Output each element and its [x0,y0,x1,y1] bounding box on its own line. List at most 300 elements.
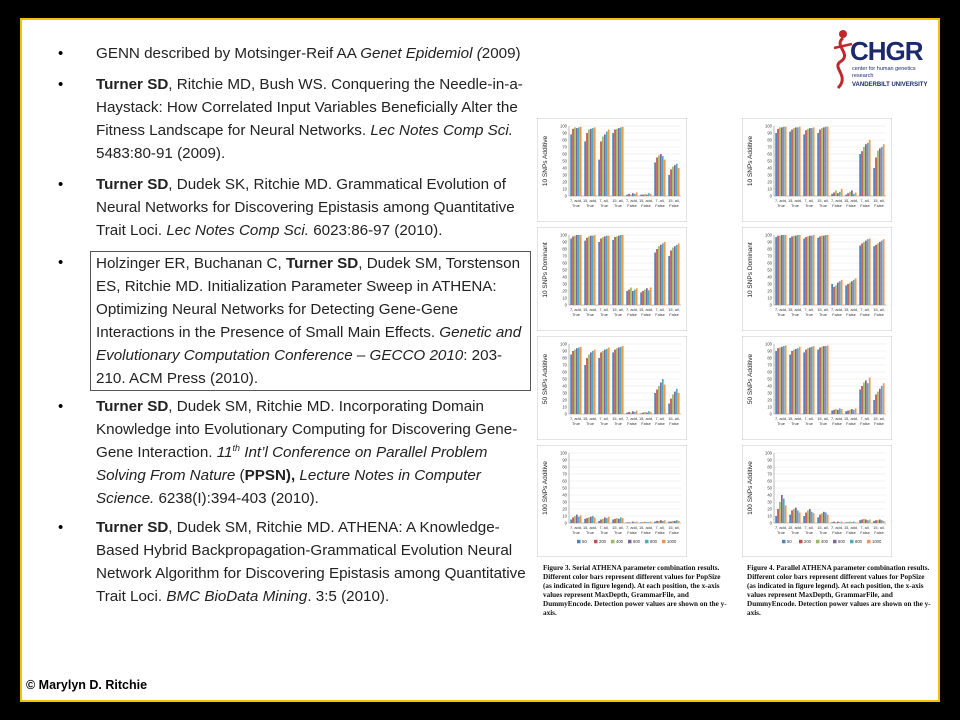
x-tick-label: True [777,312,785,317]
bar [795,508,797,523]
bar [618,236,620,305]
figure-3 [537,118,687,557]
y-tick-label: 40 [767,165,772,171]
bar [807,236,809,305]
y-tick-label: 20 [562,288,567,294]
y-tick-label: 60 [562,151,567,157]
bar [855,278,857,305]
bar [861,243,863,305]
bar [664,385,666,414]
reference-item [58,251,538,391]
x-tick-label: 7, add, [775,525,787,530]
bar [598,358,600,414]
y-tick-label: 50 [562,158,567,164]
reference-part: , Ritchie MD, Bush WS. Conquering the Needle-in-a-Haystack: How Correlated Input Variables Beneficially Alter the Fitness Landscape for Neural Networks. [96,76,523,139]
y-tick-label: 70 [767,362,772,368]
bar [823,236,825,305]
x-tick-label: True [777,421,785,426]
y-tick-label: 0 [769,302,772,308]
bar [644,290,646,305]
legend-label: 1000 [667,539,677,544]
reference-part: th [232,442,241,453]
y-tick-label: 50 [767,485,772,491]
bar [598,242,600,305]
reference-part: GENN described by Motsinger-Reif AA [96,45,361,62]
y-tick-label: 100 [560,341,567,347]
bar [580,127,582,196]
y-tick-label: 70 [562,144,567,150]
y-tick-label: 10 [562,404,567,410]
legend-swatch [611,540,615,544]
bar [865,144,867,196]
reference-part: Turner SD [96,176,169,193]
x-tick-label: 15, all, [668,198,680,203]
chart-svg [537,118,687,222]
bar [869,140,871,196]
legend-label: 50 [787,539,792,544]
bar [614,350,616,414]
bar [654,253,656,306]
bar [789,355,791,415]
bar [592,128,594,196]
x-tick-label: 15, all, [612,198,624,203]
bar [811,236,813,305]
chart-fig3-10snp-additive [537,118,687,222]
bar [863,242,865,305]
bar [799,235,801,305]
bar [881,520,883,523]
bar [841,280,843,305]
bar [809,348,811,415]
x-tick-label: False [846,530,856,535]
slide [20,18,940,702]
bullet-icon: • [58,398,64,415]
y-tick-label: 90 [562,130,567,136]
bar [791,510,793,523]
logo-university: VANDERBILT UNIVERSITY [852,82,928,88]
y-tick-label: 40 [562,383,567,389]
bar [797,235,799,305]
bar [819,130,821,197]
x-tick-label: 7, add, [570,198,582,203]
bar [616,129,618,196]
bar [580,347,582,414]
x-tick-label: 15, add, [638,416,654,421]
reference-list [58,42,538,608]
y-tick-label: 70 [767,471,772,477]
bar [674,246,676,305]
bar [576,128,578,196]
bar [823,346,825,414]
y-tick-label: 50 [562,485,567,491]
reference-part: Genetic and Evolutionary Computation Conference – GECCO 2010 [96,324,522,364]
bar [594,350,596,414]
y-tick-label: 30 [767,281,772,287]
y-axis-label: 10 SNPs Additive [747,135,754,187]
bar [879,148,881,196]
x-tick-label: 15, add, [638,307,654,312]
bar [805,130,807,196]
bar [849,522,851,523]
bar [825,346,827,414]
x-tick-label: 15, add, [843,525,859,530]
x-tick-label: 7, add, [775,307,787,312]
bar [592,516,594,523]
bar [626,291,628,305]
bar [620,235,622,305]
bar [646,288,648,305]
x-tick-label: 15, all, [817,198,829,203]
legend-label: 1000 [872,539,882,544]
chart-fig4-50snp-additive [742,336,892,440]
x-tick-label: False [655,203,665,208]
bar [853,522,855,523]
bar [630,522,632,523]
bar [578,235,580,305]
bar [805,237,807,305]
x-tick-label: True [586,203,594,208]
bar [791,236,793,305]
x-tick-label: False [860,421,870,426]
x-tick-label: False [860,203,870,208]
bar [859,520,861,523]
bar [823,127,825,196]
bar [574,236,576,305]
chart-svg [537,445,687,557]
bar [805,513,807,524]
bar [656,390,658,415]
x-tick-label: 7, add, [570,525,582,530]
bar [670,169,672,196]
bar [604,350,606,414]
chart-fig4-10snp-dominant [742,227,892,331]
legend-swatch [867,540,871,544]
bar [881,241,883,305]
x-tick-label: 7, add, [775,416,787,421]
bar [793,350,795,414]
bar [628,412,630,414]
bar [861,151,863,196]
bar [602,351,604,414]
bar [574,350,576,414]
legend-swatch [594,540,598,544]
bar [817,238,819,305]
x-tick-label: 7, all, [804,307,814,312]
legend-label: 800 [855,539,862,544]
bar [881,147,883,196]
bar [616,348,618,414]
x-tick-label: 15, all, [873,525,885,530]
y-tick-label: 80 [562,464,567,470]
y-tick-label: 60 [767,369,772,375]
bar [783,499,785,524]
x-tick-label: True [805,421,813,426]
reference-part: ), [285,467,296,484]
bar [819,515,821,523]
x-tick-label: 7, all, [655,307,665,312]
bar [833,193,835,197]
bar [821,513,823,523]
reference-part: , Dudek SK, Ritchie MD. Grammatical Evolution of Neural Networks for Discovering Epistasis among Quantitative Trait Loci. [96,176,515,239]
x-tick-label: 7, all, [860,198,870,203]
bar [793,509,795,523]
y-tick-label: 80 [562,355,567,361]
reference-part: 2009) [481,45,521,62]
bar [779,127,781,196]
x-tick-label: 15, add, [582,416,598,421]
bar [785,235,787,305]
bar [811,347,813,414]
x-tick-label: 7, add, [626,307,638,312]
bar [817,133,819,196]
chart-svg [537,227,687,331]
bar [668,522,670,523]
reference-part: Lec Notes Comp Sci. [166,222,309,239]
x-tick-label: False [669,312,679,317]
x-tick-label: True [791,312,799,317]
bar [875,520,877,523]
x-tick-label: True [614,203,622,208]
bar [867,143,869,196]
bar [630,288,632,306]
y-tick-label: 30 [562,390,567,396]
y-axis-label: 10 SNPs Dominant [542,242,549,298]
bar [598,521,600,523]
x-tick-label: True [614,421,622,426]
y-tick-label: 100 [560,232,567,238]
bar [604,236,606,305]
reference-item [58,173,538,242]
bar [831,194,833,196]
x-tick-label: 7, all, [599,307,609,312]
bar [879,242,881,305]
x-tick-label: 15, add, [787,416,803,421]
bar [799,513,801,524]
bar [867,239,869,305]
bar [879,389,881,414]
x-tick-label: False [832,421,842,426]
y-tick-label: 40 [562,165,567,171]
bar [662,156,664,196]
y-tick-label: 30 [767,499,772,505]
bar [775,351,777,414]
bar [642,413,644,414]
bar [819,236,821,305]
bar [644,194,646,196]
bar [835,190,837,196]
y-axis-label: 100 SNPs Additive [542,461,549,515]
bar [821,236,823,305]
bar [877,151,879,197]
bar [813,235,815,305]
reference-part: 6023:86-97 (2010). [309,222,443,239]
reference-part: , Dudek SM, Ritchie MD. ATHENA: A Knowledge-Based Hybrid Backpropagation-Grammatical Evolution Neural Network Algorithm for Discovering Epistasis among Quantitative Trait Loci. [96,519,526,605]
x-tick-label: 7, all, [860,416,870,421]
bar [851,409,853,414]
figure-4 [742,118,892,557]
bar [839,408,841,414]
y-tick-label: 70 [562,471,567,477]
bar [588,517,590,523]
bar [883,383,885,414]
reference-item [58,516,538,608]
y-tick-label: 20 [562,506,567,512]
x-tick-label: 7, all, [599,525,609,530]
bar [813,127,815,196]
figure-4-caption: Figure 4. Parallel ATHENA parameter combination results. Different color bars represent different values for PopSize (as indicated in figure legend). At each position, the x-axis values represent MaxDepth, GrammarFile, and DummyEncode. Detection power values are shown on the y-axis. [747,564,931,617]
bar [662,521,664,523]
bar [877,243,879,305]
reference-item [58,395,538,510]
reference-part: 5483:80-91 (2009). [96,145,226,162]
x-tick-label: True [805,203,813,208]
bar [799,127,801,196]
bar [863,383,865,415]
bar [817,350,819,414]
bar [831,411,833,415]
bar [779,502,781,523]
bar [578,517,580,523]
reference-item [58,42,538,65]
bar [572,129,574,196]
bar [873,168,875,196]
bar [644,412,646,414]
bar [580,515,582,523]
bar [855,522,857,523]
bar [636,193,638,197]
x-tick-label: 15, add, [843,198,859,203]
legend-label: 800 [650,539,657,544]
y-tick-label: 60 [562,369,567,375]
bar [594,517,596,523]
x-tick-label: 15, all, [612,307,624,312]
y-tick-label: 10 [767,513,772,519]
y-tick-label: 100 [765,123,772,129]
x-tick-label: False [874,203,884,208]
bar [570,239,572,306]
bar [859,154,861,196]
bar [646,413,648,414]
bar [825,127,827,196]
figure-3-caption: Figure 3. Serial ATHENA parameter combination results. Different color bars represent different values for PopSize (as indicated in figure legend). At each position, the x-axis values represent MaxDepth, GrammarFile, and DummyEncode. Detection power values are shown on the y-axis. [543,564,727,617]
bar [646,522,648,523]
y-tick-label: 100 [560,123,567,129]
bar [574,516,576,523]
x-tick-label: False [655,312,665,317]
bar [634,522,636,523]
bar [783,235,785,305]
bar [658,386,660,414]
x-tick-label: 15, add, [582,198,598,203]
bar [606,349,608,414]
y-tick-label: 60 [562,478,567,484]
chart-svg [742,227,892,331]
bar [791,351,793,414]
bar [572,517,574,523]
legend-swatch [799,540,803,544]
y-axis-label: 10 SNPs Additive [542,135,549,187]
bar [668,404,670,415]
bar [833,522,835,523]
x-tick-label: 15, all, [873,198,885,203]
bar [841,409,843,414]
x-tick-label: False [874,421,884,426]
bar [630,195,632,196]
bar [622,235,624,305]
bar [851,522,853,523]
x-tick-label: 15, all, [668,416,680,421]
x-tick-label: 7, add, [831,525,843,530]
bar [632,193,634,196]
logo-name: CHGR [850,36,923,66]
bar [588,130,590,197]
y-tick-label: 20 [562,397,567,403]
bar [847,284,849,305]
bar [841,189,843,196]
bar [630,413,632,414]
y-tick-label: 50 [767,267,772,273]
x-tick-label: False [627,530,637,535]
bar [817,517,819,523]
y-tick-label: 90 [767,457,772,463]
bar [789,515,791,523]
bar [588,236,590,305]
bar [618,128,620,196]
y-tick-label: 90 [562,239,567,245]
bar [833,287,835,305]
y-tick-label: 80 [767,355,772,361]
bar [640,292,642,305]
reference-text [96,73,538,165]
bar [636,411,638,415]
bullet-icon: • [58,76,64,93]
y-tick-label: 90 [767,239,772,245]
bar [869,239,871,306]
chart-fig4-100snp-additive [742,445,892,557]
y-tick-label: 10 [767,404,772,410]
bar [847,411,849,415]
bar [809,236,811,305]
x-tick-label: 7, add, [626,416,638,421]
bar [881,386,883,414]
bar [837,522,839,523]
bar [873,521,875,523]
x-tick-label: False [627,312,637,317]
bar [660,383,662,415]
bar [676,245,678,305]
x-tick-label: 7, all, [655,198,665,203]
bar [622,518,624,523]
reference-part: Int’l Conference on Parallel Problem Solving From Nature [96,444,488,484]
legend-label: 600 [838,539,845,544]
bar [823,512,825,523]
bar [634,412,636,414]
bar [590,517,592,523]
y-tick-label: 80 [562,246,567,252]
bar [827,515,829,523]
bar [781,495,783,523]
x-tick-label: True [791,421,799,426]
y-tick-label: 20 [562,179,567,185]
y-tick-label: 90 [767,130,772,136]
bar [584,365,586,414]
y-axis-label: 10 SNPs Dominant [747,242,754,298]
y-tick-label: 50 [767,158,772,164]
y-tick-label: 30 [562,281,567,287]
x-tick-label: 15, add, [638,198,654,203]
x-tick-label: 15, add, [787,307,803,312]
bar [813,513,815,523]
